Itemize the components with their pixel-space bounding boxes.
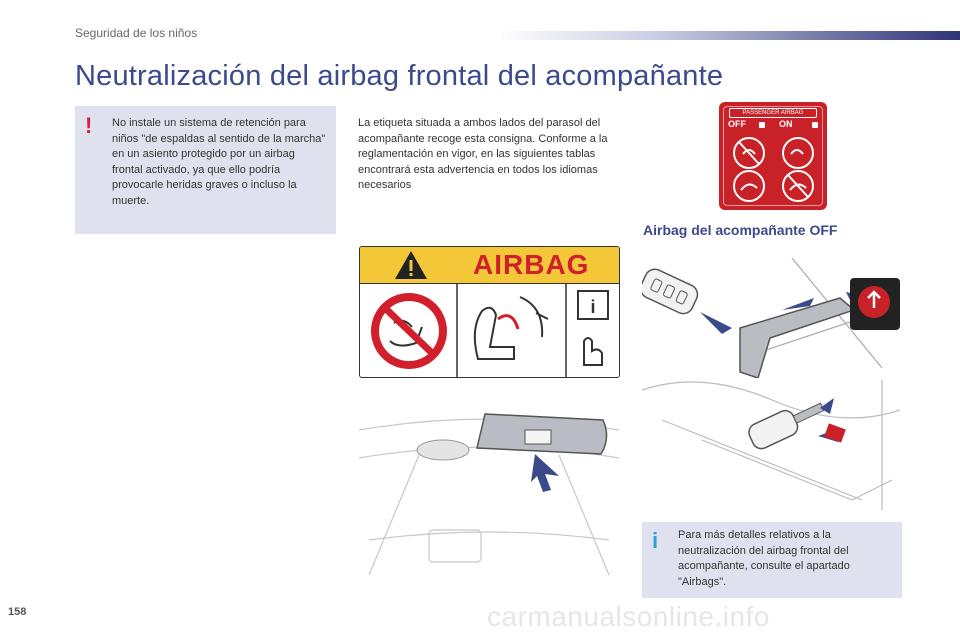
- warning-triangle-icon: [394, 250, 428, 280]
- header-gradient-bar: [495, 31, 960, 40]
- key-blade-icon: [740, 298, 854, 378]
- passenger-airbag-sticker: [719, 102, 827, 210]
- body-paragraph: La etiqueta situada a ambos lados del parasol del acompañante recoge esta consigna. Conforme a la reglamentación en vigor, en las siguientes tablas encontrará esta advertencia en todos los idiomas necesarios: [358, 117, 608, 191]
- warning-text: No instale un sistema de retención para niños "de espaldas al sentido de la marcha" en un asiento protegido por un airbag frontal activado, ya que ello podría provocarle heridas graves o incluso la muerte.: [112, 117, 326, 207]
- page-number: 158: [8, 606, 27, 618]
- section-label: Seguridad de los niños: [75, 26, 198, 40]
- sticker-off-label: OFF: [728, 119, 746, 129]
- airbag-label-pictograms: [360, 283, 619, 377]
- info-text: Para más detalles relativos a la neutralización del airbag frontal del acompañante, consulte el apartado "Airbags".: [678, 529, 850, 588]
- windshield-visor-illustration: [359, 410, 619, 580]
- car-key-icon: [642, 266, 701, 317]
- visor-label-icon: [525, 430, 551, 444]
- airbag-label-banner: [360, 247, 619, 284]
- info-icon: i: [652, 528, 659, 553]
- sticker-label: PASSENGER AIRBAG: [729, 108, 817, 118]
- sticker-on-label: ON: [779, 119, 793, 129]
- warning-box: [75, 106, 336, 234]
- page-title: Neutralización del airbag frontal del acompañante: [75, 60, 724, 92]
- airbag-off-subtitle: Airbag del acompañante OFF: [643, 222, 838, 238]
- airbag-warning-label: [359, 246, 620, 378]
- info-box: [642, 522, 902, 598]
- svg-text:i: i: [590, 297, 596, 317]
- sticker-icons: [719, 102, 827, 210]
- warning-icon: !: [85, 113, 93, 138]
- glovebox-key-icon: [746, 395, 828, 452]
- airbag-word: AIRBAG: [473, 249, 590, 280]
- glovebox-illustration: [642, 380, 900, 512]
- key-switch-illustration: [642, 258, 902, 378]
- watermark: carmanualsonline.info: [487, 601, 770, 632]
